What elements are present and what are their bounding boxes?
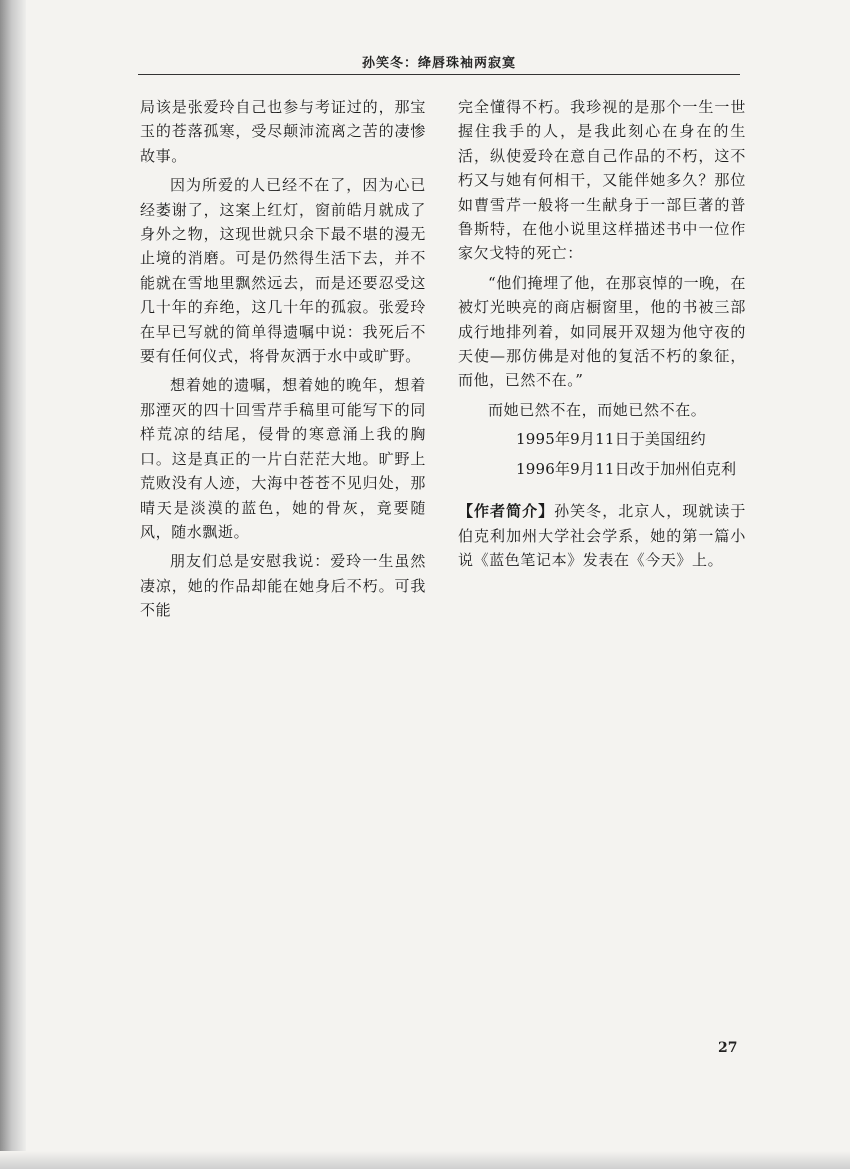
date-line-berkeley: 1996年9月11日改于加州伯克利 bbox=[516, 459, 737, 478]
page-number: 27 bbox=[718, 1040, 738, 1056]
date-line-new-york: 1995年9月11日于美国纽约 bbox=[516, 430, 706, 449]
left-column bbox=[140, 95, 426, 628]
right-column bbox=[458, 95, 746, 577]
author-bio-text: 孙笑冬，北京人，现就读于伯克利加州大学社会学系，她的第一篇小说《蓝色笔记本》发表在《今天》上。 bbox=[458, 502, 746, 569]
scan-edge-shadow bbox=[0, 0, 26, 1169]
header-rule bbox=[138, 74, 740, 75]
paragraph: 局该是张爱玲自己也参与考证过的，那宝玉的苍落孤寒，受尽颠沛流离之苦的凄惨故事。 bbox=[140, 98, 426, 165]
paragraph: 想着她的遗嘱，想着她的晚年，想着那湮灭的四十回雪芹手稿里可能写下的同样荒凉的结尾，侵骨的寒意涌上我的胸口。这是真正的一片白茫茫大地。旷野上荒败没有人迹，大海中苍苍不见归处，那晴天是淡漠的蓝色，她的骨灰，竟要随风，随水飘逝。 bbox=[140, 376, 426, 541]
running-header: 孙笑冬：绛唇珠袖两寂寞 bbox=[361, 56, 516, 71]
paragraph: 完全懂得不朽。我珍视的是那个一生一世握住我手的人，是我此刻心在身在的生活，纵使爱玲在意自己作品的不朽，这不朽又与她有何相干，又能伴她多久？那位如曹雪芹一般将一生献身于一部巨著的普鲁斯特，在他小说里这样描述书中一位作家欠戈特的死亡： bbox=[458, 98, 746, 263]
scan-bottom-shadow bbox=[0, 1151, 850, 1169]
author-bio-label: 【作者简介】 bbox=[458, 502, 555, 521]
paragraph: 因为所爱的人已经不在了，因为心已经萎谢了，这案上红灯，窗前皓月就成了身外之物，这现世就只余下最不堪的漫无止境的消磨。可是仍然得生活下去，并不能就在雪地里飘然远去，而是还要忍受这几十年的弃绝，这几十年的孤寂。张爱玲在早已写就的简单得遗嘱中说：我死后不要有任何仪式，将骨灰洒于水中或旷野。 bbox=[140, 176, 426, 366]
closing-line: 而她已然不在，而她已然不在。 bbox=[488, 400, 707, 419]
block-quote: “他们掩埋了他，在那哀悼的一晚，在被灯光映亮的商店橱窗里，他的书被三部成行地排列着，如同展开双翅为他守夜的天使—那仿佛是对他的复活不朽的象征，而他，已然不在。” bbox=[458, 273, 746, 390]
author-bio bbox=[458, 499, 746, 572]
paragraph: 朋友们总是安慰我说：爱玲一生虽然凄凉，她的作品却能在她身后不朽。可我不能 bbox=[140, 552, 426, 620]
